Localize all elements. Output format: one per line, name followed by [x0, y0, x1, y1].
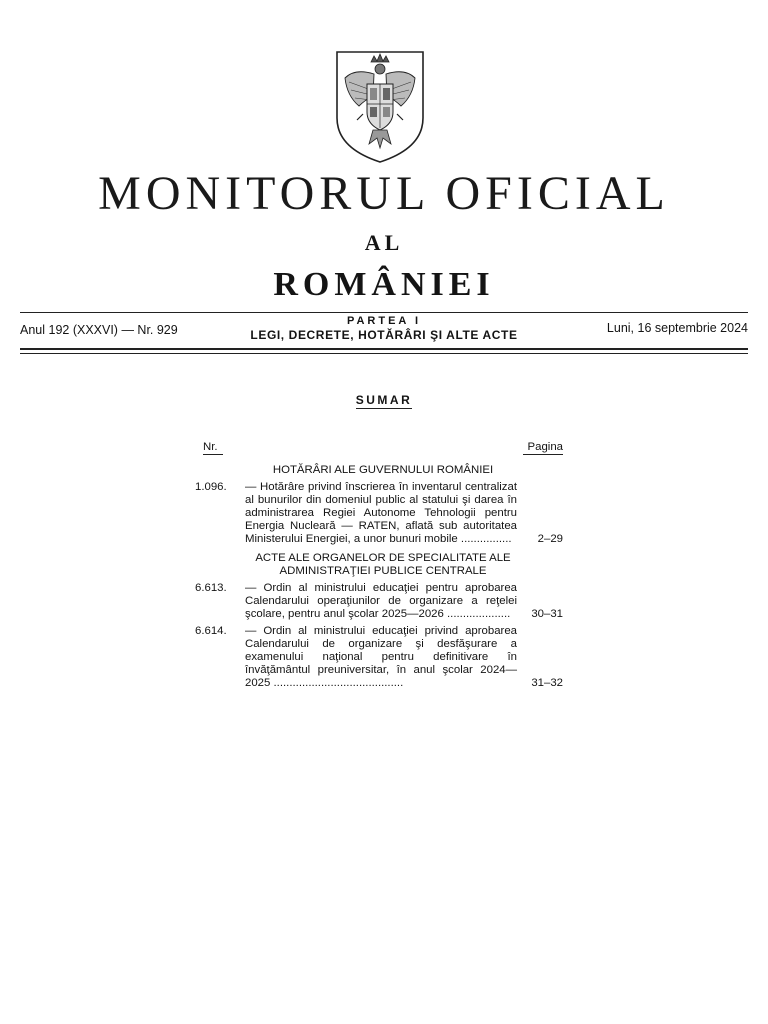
sumar-heading-text: SUMAR	[355, 393, 413, 407]
publication-subtitle-country: ROMÂNIEI	[273, 266, 495, 303]
toc-column-headers	[203, 440, 563, 458]
toc-section-title: HOTĂRÂRI ALE GUVERNULUI ROMÂNIEI	[272, 464, 494, 476]
toc-col-page: Pagina	[523, 440, 563, 455]
issue-number: Anul 192 (XXXVI) — Nr. 929	[20, 323, 178, 337]
toc-entry-text: — Ordin al ministrului educaţiei pentru aprobarea Calendarului operaţiunilor de organizare a reţelei şcolare, pentru anul şcolar 2025—2026 ....................	[245, 582, 517, 620]
toc-entry-pages: 2–29	[537, 533, 563, 545]
toc-entry-nr: 1.096.	[195, 481, 227, 493]
toc-entry-text: — Ordin al ministrului educaţiei privind aprobarea Calendarului de organizare şi desfăşurare a examenului naţional pentru definitivare în învăţământul preuniversitar, în anul şcolar 2024—2025 .........................................	[245, 625, 517, 689]
issue-date: Luni, 16 septembrie 2024	[606, 321, 748, 335]
header-top-rule	[20, 312, 748, 313]
toc-section-title: ACTE ALE ORGANELOR DE SPECIALITATE ALE ADMINISTRAŢIEI PUBLICE CENTRALE	[255, 552, 511, 577]
sumar-heading	[0, 393, 768, 407]
toc-entry-pages: 31–32	[531, 677, 563, 689]
toc-entry-text: — Hotărâre privind înscrierea în inventarul centralizat al bunurilor din domeniul public al statului şi darea în administrarea Regiei Autonome Tehnologii pentru Energia Nucleară — RATEN, aflată sub autoritatea Ministerului Energiei, a unor bunuri mobile ................	[245, 481, 517, 545]
table-of-contents	[195, 440, 563, 690]
publication-title: MONITORUL OFICIAL	[98, 167, 670, 220]
part-description: LEGI, DECRETE, HOTĂRÂRI ŞI ALTE ACTE	[250, 328, 518, 342]
toc-entry[interactable]	[195, 582, 563, 621]
header-bottom-rule	[20, 348, 748, 350]
toc-entry-nr: 6.614.	[195, 625, 227, 637]
coat-of-arms-icon	[333, 48, 427, 166]
publication-subtitle-al: AL	[364, 230, 404, 255]
toc-col-nr: Nr.	[203, 440, 223, 455]
toc-entry-nr: 6.613.	[195, 582, 227, 594]
toc-entry[interactable]	[195, 481, 563, 546]
part-label: PARTEA I	[346, 315, 422, 327]
toc-entry-pages: 30–31	[531, 608, 563, 620]
header-bottom-rule-thin	[20, 353, 748, 354]
toc-entry[interactable]	[195, 625, 563, 690]
